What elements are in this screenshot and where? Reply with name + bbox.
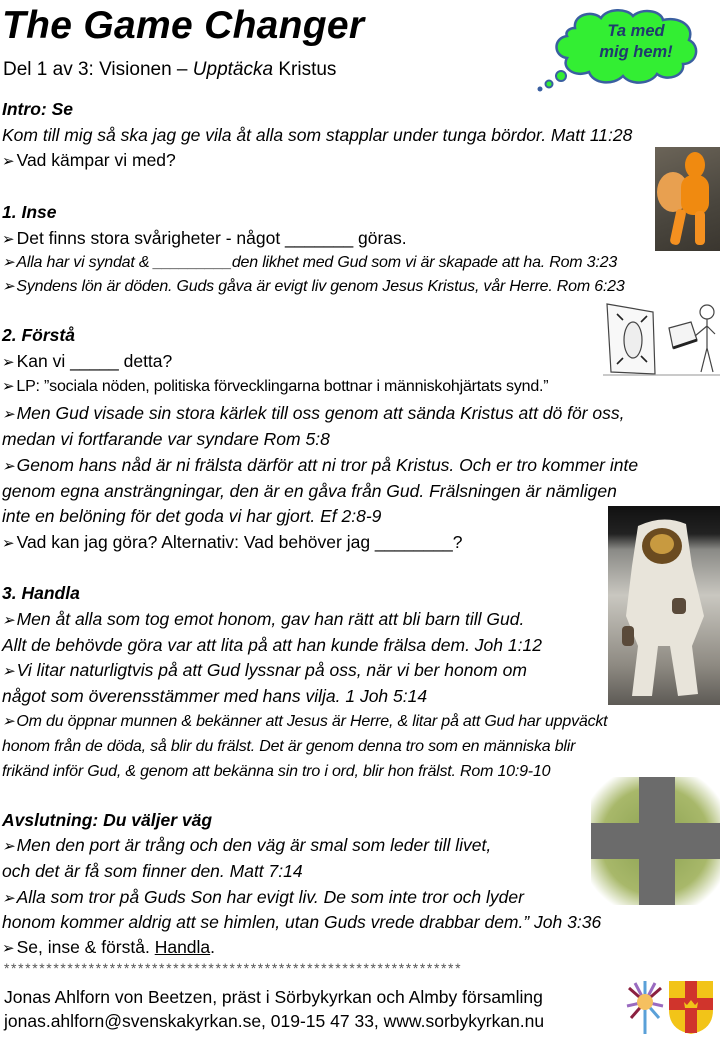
callout-line-2: mig hem!: [599, 43, 673, 61]
bullet-continuation: frikänd inför Gud, & genom att bekänna sin tro i ord, blir hon frälst. Rom 10:9-10: [2, 763, 551, 780]
astronaut-icon: [608, 506, 720, 705]
subtitle-prefix: Del 1 av 3: Visionen –: [3, 59, 193, 80]
bullet-arrow-icon: ➢: [2, 713, 15, 730]
page-title: The Game Changer: [2, 4, 365, 47]
section1-bullet: [2, 250, 617, 276]
section3-bullet: [2, 657, 527, 685]
bullet-continuation: inte en belöning för det goda vi har gjort. Ef 2:8-9: [2, 506, 382, 526]
bullet-text: Men den port är trång och den väg är smal som leder till livet,: [16, 835, 492, 855]
page-subtitle: [3, 59, 336, 81]
closing-bullet: [2, 884, 524, 912]
bullet-continuation: medan vi fortfarande var syndare Rom 5:8: [2, 429, 330, 449]
orange-figure-image: [655, 147, 720, 251]
closing-bullet: [2, 832, 491, 860]
callout-text: [555, 21, 717, 63]
final-underlined-word: Handla: [154, 937, 211, 957]
section2-bullet: [2, 400, 625, 428]
bullet-text: Vi litar naturligtvis på att Gud lyssnar på oss, när vi ber honom om: [16, 660, 527, 680]
bullet-arrow-icon: ➢: [2, 890, 15, 907]
section2-heading: 2. Förstå: [2, 325, 75, 345]
subtitle-italic: Upptäcka: [192, 59, 274, 80]
intro-bullet-text: Vad kämpar vi med?: [16, 150, 176, 170]
bullet-text: Genom hans nåd är ni frälsta därför att ni tror på Kristus. Och er tro kommer inte: [16, 455, 639, 475]
bullet-text: Men Gud visade sin stora kärlek till oss genom att sända Kristus att dö för oss,: [16, 403, 625, 423]
section1-bullet: [2, 225, 407, 253]
section1-bullet: [2, 274, 625, 300]
section2-bullet: [2, 348, 172, 376]
section2-bullet: [2, 374, 548, 400]
section2-bullet: [2, 452, 638, 480]
square-peg-icon: [603, 300, 720, 378]
bullet-text: Alla har vi syndat & _________den likhet med Gud som vi är skapade att ha. Rom 3:23: [16, 254, 618, 271]
church-shield-logo: [668, 980, 714, 1035]
closing-final-bullet: [2, 934, 215, 962]
section3-heading: 3. Handla: [2, 583, 80, 603]
bullet-continuation: genom egna ansträngningar, den är en gåva från Gud. Frälsningen är nämligen: [2, 481, 617, 501]
orange-figure-icon: [655, 147, 720, 251]
bullet-continuation: något som överensstämmer med hans vilja. 1 Joh 5:14: [2, 686, 428, 706]
bullet-text: Om du öppnar munnen & bekänner att Jesus är Herre, & litar på att Gud har uppväckt: [16, 713, 608, 730]
bullet-text: Alla som tror på Guds Son har evigt liv. De som inte tror och lyder: [16, 887, 524, 907]
bullet-arrow-icon: ➢: [2, 535, 15, 552]
bullet-arrow-icon: ➢: [2, 254, 15, 271]
section3-bullet: [2, 606, 524, 634]
astronaut-image: [608, 506, 720, 705]
bullet-text: Vad kan jag göra? Alternativ: Vad behöver jag ________?: [16, 532, 463, 552]
subtitle-suffix: Kristus: [273, 59, 337, 80]
intro-heading: Intro: Se: [2, 99, 73, 119]
final-period: .: [210, 937, 216, 957]
take-home-callout: [555, 6, 717, 84]
bullet-arrow-icon: ➢: [2, 354, 15, 371]
bullet-continuation: Allt de behövde göra var att lita på att han kunde frälsa dem. Joh 1:12: [2, 635, 542, 655]
footer-contact: jonas.ahlforn@svenskakyrkan.se, 019-15 47 33, www.sorbykyrkan.nu: [4, 1011, 545, 1031]
bullet-text: Kan vi _____ detta?: [16, 351, 173, 371]
intro-bullet: [2, 147, 176, 175]
bullet-arrow-icon: ➢: [2, 153, 15, 170]
bullet-arrow-icon: ➢: [2, 940, 15, 957]
bullet-arrow-icon: ➢: [2, 838, 15, 855]
bullet-text: LP: ”sociala nöden, politiska förvecklingarna bottnar i människohjärtats synd.”: [16, 378, 549, 395]
bullet-arrow-icon: ➢: [2, 663, 15, 680]
final-text: Se, inse & förstå.: [16, 937, 155, 957]
bullet-arrow-icon: ➢: [2, 378, 15, 395]
church-sunburst-logo: [625, 980, 665, 1035]
bullet-arrow-icon: ➢: [2, 612, 15, 629]
shield-cross-icon: [668, 980, 714, 1035]
footer-author: Jonas Ahlforn von Beetzen, präst i Sörbykyrkan och Almby församling: [4, 987, 543, 1007]
callout-line-1: Ta med: [607, 22, 665, 40]
closing-heading: Avslutning: Du väljer väg: [2, 810, 213, 830]
bullet-arrow-icon: ➢: [2, 458, 15, 475]
bullet-text: Men åt alla som tog emot honom, gav han rätt att bli barn till Gud.: [16, 609, 525, 629]
bullet-continuation: honom kommer aldrig att se himlen, utan Guds vrede drabbar dem.” Joh 3:36: [2, 912, 602, 932]
asterisk-divider: *****************************************************************: [4, 960, 463, 976]
bullet-arrow-icon: ➢: [2, 231, 15, 248]
stick-figure-cartoon: [603, 300, 720, 378]
section1-heading: 1. Inse: [2, 202, 57, 222]
crossroads-image: [591, 777, 720, 905]
crossroads-icon: [591, 777, 720, 905]
bullet-text: Syndens lön är döden. Guds gåva är evigt liv genom Jesus Kristus, vår Herre. Rom 6:23: [16, 278, 625, 295]
sunburst-logo-icon: [625, 980, 665, 1035]
section2-bullet: [2, 529, 463, 557]
bullet-arrow-icon: ➢: [2, 278, 15, 295]
bullet-continuation: honom från de döda, så blir du frälst. Det är genom denna tro som en människa blir: [2, 738, 576, 755]
section3-bullet: [2, 709, 607, 735]
bullet-arrow-icon: ➢: [2, 406, 15, 423]
intro-verse: Kom till mig så ska jag ge vila åt alla som stapplar under tunga bördor. Matt 11:28: [2, 125, 633, 145]
bullet-continuation: och det är få som finner den. Matt 7:14: [2, 861, 303, 881]
bullet-text: Det finns stora svårigheter - något _______ göras.: [16, 228, 407, 248]
